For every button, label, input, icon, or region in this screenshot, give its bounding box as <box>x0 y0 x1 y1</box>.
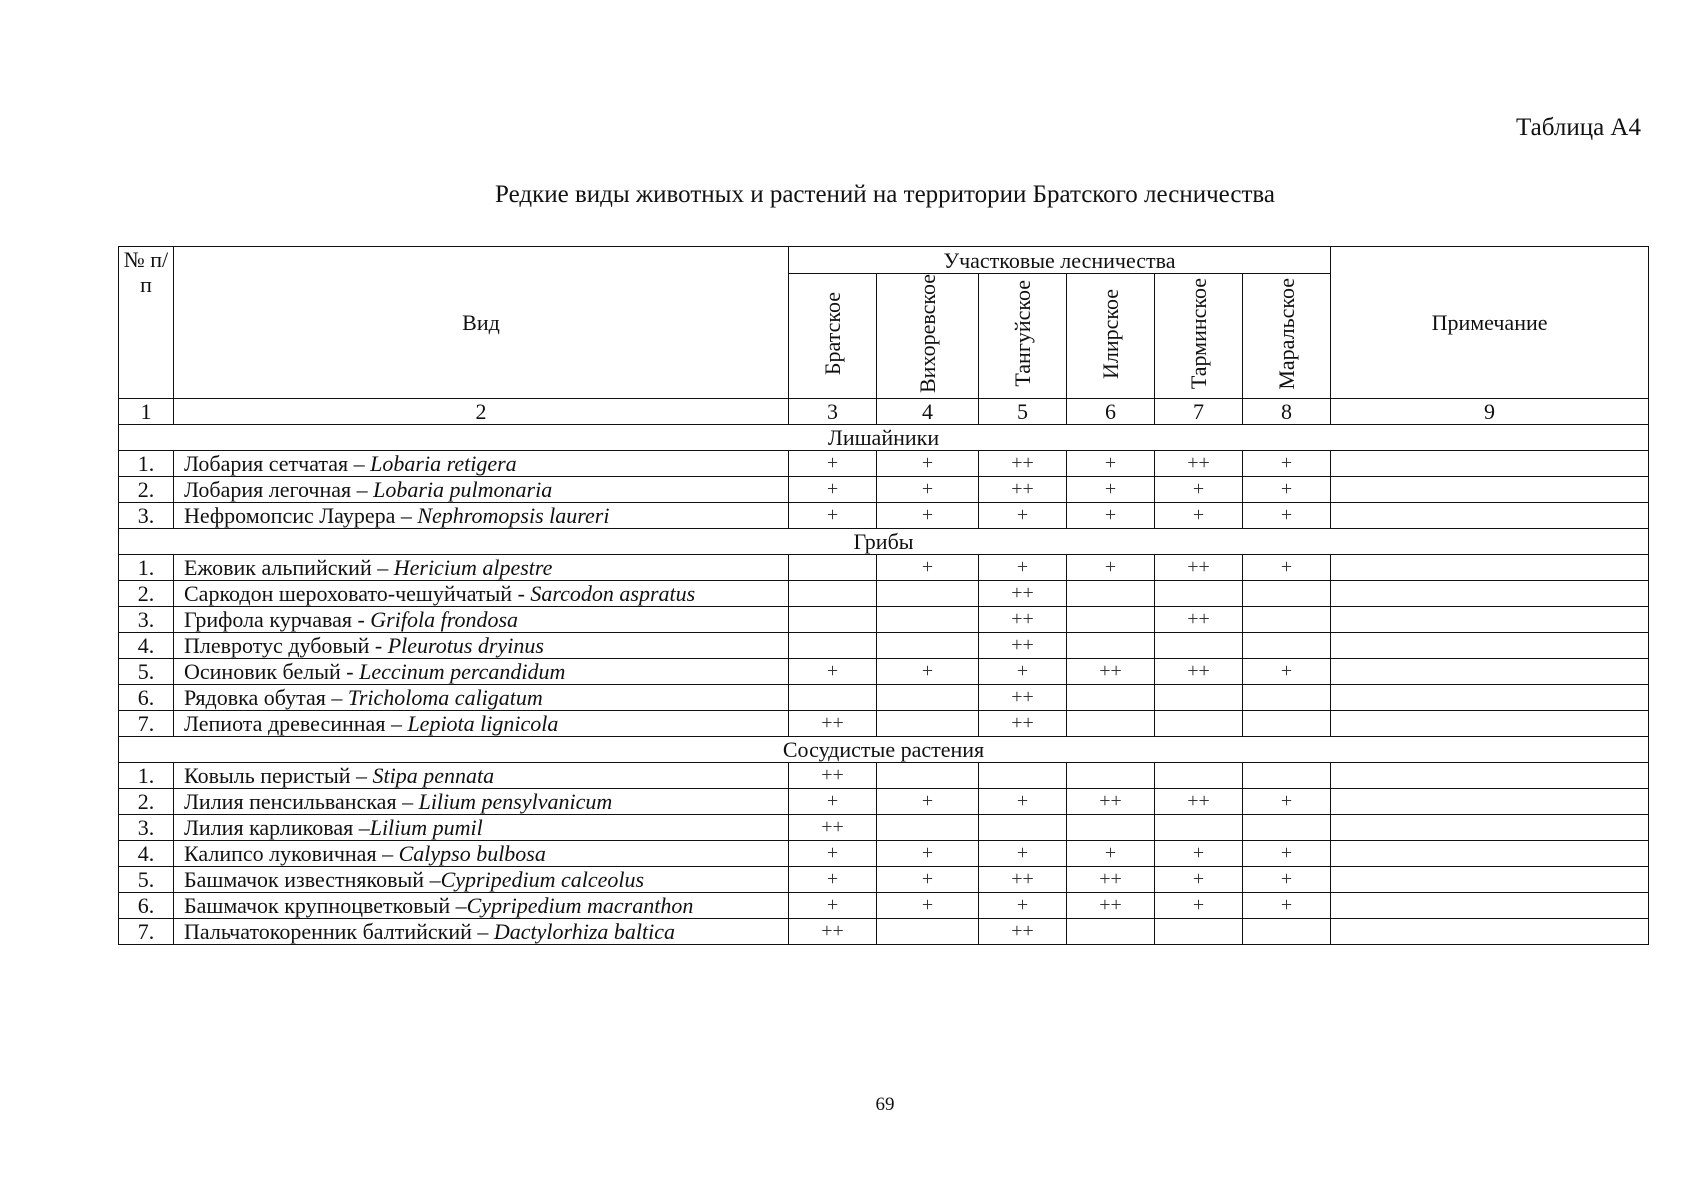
presence-mark: + <box>789 841 877 867</box>
presence-mark: + <box>1243 867 1331 893</box>
note-cell <box>1331 789 1649 815</box>
presence-mark: + <box>979 503 1067 529</box>
species-latin-name: Lilium pensylvanicum <box>418 789 613 815</box>
note-cell <box>1331 555 1649 581</box>
presence-mark: ++ <box>979 607 1067 633</box>
presence-mark <box>979 763 1067 789</box>
species-separator: – <box>353 815 370 841</box>
species-latin-name: Sarcodon aspratus <box>530 581 696 607</box>
presence-mark: ++ <box>789 763 877 789</box>
species-separator: – <box>450 893 467 919</box>
species-name <box>174 711 789 737</box>
table-row <box>119 841 1649 867</box>
row-number: 1. <box>119 451 174 477</box>
species-separator: – <box>350 763 373 789</box>
presence-mark: + <box>1155 841 1243 867</box>
presence-mark <box>1067 711 1155 737</box>
presence-mark: + <box>979 659 1067 685</box>
presence-mark <box>1155 815 1243 841</box>
row-number: 6. <box>119 685 174 711</box>
species-name <box>174 633 789 659</box>
presence-mark <box>789 555 877 581</box>
presence-mark: ++ <box>1155 607 1243 633</box>
species-name <box>174 893 789 919</box>
species-name <box>174 477 789 503</box>
row-number: 7. <box>119 711 174 737</box>
presence-mark: + <box>1243 555 1331 581</box>
header-district-maralskoe: Маральское <box>1243 274 1331 399</box>
table-row <box>119 607 1649 633</box>
species-separator: – <box>325 685 348 711</box>
note-cell <box>1331 633 1649 659</box>
presence-mark: + <box>789 893 877 919</box>
species-separator: – <box>396 789 419 815</box>
species-russian-name: Лепиота древесинная <box>184 711 386 737</box>
table-row <box>119 503 1649 529</box>
note-cell <box>1331 867 1649 893</box>
presence-mark: ++ <box>1155 789 1243 815</box>
presence-mark: + <box>1155 867 1243 893</box>
table-row <box>119 555 1649 581</box>
presence-mark: + <box>1067 477 1155 503</box>
presence-mark: ++ <box>979 867 1067 893</box>
note-cell <box>1331 711 1649 737</box>
species-russian-name: Ковыль перистый <box>184 763 351 789</box>
species-latin-name: Calypso bulbosa <box>398 841 546 867</box>
group-title: Сосудистые растения <box>119 737 1649 763</box>
species-name <box>174 607 789 633</box>
note-cell <box>1331 893 1649 919</box>
note-cell <box>1331 607 1649 633</box>
row-number: 2. <box>119 581 174 607</box>
table-row <box>119 711 1649 737</box>
species-name <box>174 789 789 815</box>
note-cell <box>1331 477 1649 503</box>
column-number-cell: 7 <box>1155 399 1243 425</box>
presence-mark: ++ <box>1155 659 1243 685</box>
species-russian-name: Ежовик альпийский <box>184 555 372 581</box>
species-name <box>174 919 789 945</box>
species-name <box>174 685 789 711</box>
column-number-cell: 3 <box>789 399 877 425</box>
presence-mark <box>877 711 979 737</box>
presence-mark: + <box>877 893 979 919</box>
presence-mark <box>1067 815 1155 841</box>
species-latin-name: Lobaria retigera <box>370 451 517 477</box>
species-separator: – <box>395 503 418 529</box>
presence-mark <box>877 581 979 607</box>
table-row <box>119 919 1649 945</box>
presence-mark: + <box>877 659 979 685</box>
species-name <box>174 503 789 529</box>
species-latin-name: Pleurotus dryinus <box>387 633 544 659</box>
presence-mark: + <box>1155 477 1243 503</box>
row-number: 3. <box>119 607 174 633</box>
row-number: 2. <box>119 789 174 815</box>
species-latin-name: Stipa pennata <box>372 763 495 789</box>
presence-mark: + <box>877 789 979 815</box>
species-name <box>174 815 789 841</box>
species-separator: - <box>340 659 360 685</box>
species-russian-name: Грифола курчавая <box>184 607 352 633</box>
presence-mark: ++ <box>1155 555 1243 581</box>
presence-mark <box>1243 711 1331 737</box>
presence-mark: + <box>1243 659 1331 685</box>
species-russian-name: Лилия карликовая <box>184 815 354 841</box>
presence-mark: + <box>979 789 1067 815</box>
presence-mark: ++ <box>979 477 1067 503</box>
presence-mark: + <box>877 841 979 867</box>
species-name <box>174 841 789 867</box>
group-title: Лишайники <box>119 425 1649 451</box>
presence-mark: ++ <box>979 633 1067 659</box>
presence-mark: + <box>789 503 877 529</box>
presence-mark <box>789 685 877 711</box>
species-latin-name: Cypripedium calceolus <box>440 867 645 893</box>
row-number: 1. <box>119 763 174 789</box>
presence-mark: + <box>1243 477 1331 503</box>
species-separator: – <box>351 477 374 503</box>
presence-mark <box>1243 581 1331 607</box>
presence-mark <box>1067 919 1155 945</box>
presence-mark: + <box>1155 893 1243 919</box>
header-num: № п/п <box>119 247 174 399</box>
presence-mark: ++ <box>789 711 877 737</box>
species-separator: – <box>348 451 371 477</box>
presence-mark: ++ <box>979 711 1067 737</box>
row-number: 4. <box>119 841 174 867</box>
presence-mark: + <box>789 659 877 685</box>
species-separator: – <box>376 841 399 867</box>
species-russian-name: Саркодон шероховато-чешуйчатый <box>184 581 513 607</box>
row-number: 3. <box>119 815 174 841</box>
presence-mark: + <box>789 867 877 893</box>
presence-mark <box>1243 607 1331 633</box>
species-name <box>174 659 789 685</box>
table-body <box>119 247 1649 945</box>
header-district-ilirskoe: Илирское <box>1067 274 1155 399</box>
presence-mark <box>789 581 877 607</box>
table-row <box>119 633 1649 659</box>
header-districts-group: Участковые лесничества <box>789 247 1331 274</box>
presence-mark: ++ <box>1067 789 1155 815</box>
presence-mark: ++ <box>1067 867 1155 893</box>
presence-mark: + <box>1243 451 1331 477</box>
presence-mark: ++ <box>979 451 1067 477</box>
table-row <box>119 789 1649 815</box>
table-row <box>119 685 1649 711</box>
table-row <box>119 659 1649 685</box>
group-title: Грибы <box>119 529 1649 555</box>
presence-mark <box>1243 919 1331 945</box>
species-latin-name: Leccinum percandidum <box>359 659 566 685</box>
species-russian-name: Осиновик белый <box>184 659 341 685</box>
presence-mark: + <box>1155 503 1243 529</box>
note-cell <box>1331 451 1649 477</box>
presence-mark: + <box>1067 841 1155 867</box>
species-separator: - <box>369 633 388 659</box>
species-separator: - <box>512 581 531 607</box>
species-name <box>174 555 789 581</box>
table-row <box>119 451 1649 477</box>
presence-mark: + <box>877 555 979 581</box>
presence-mark: + <box>877 867 979 893</box>
species-latin-name: Dactylorhiza baltica <box>493 919 675 945</box>
presence-mark: ++ <box>1155 451 1243 477</box>
presence-mark: + <box>1067 503 1155 529</box>
species-russian-name: Нефромопсис Лаурера <box>184 503 396 529</box>
species-russian-name: Башмачок известняковый <box>184 867 425 893</box>
note-cell <box>1331 659 1649 685</box>
presence-mark <box>1155 581 1243 607</box>
presence-mark <box>1067 633 1155 659</box>
presence-mark <box>1067 685 1155 711</box>
species-name <box>174 763 789 789</box>
species-separator: – <box>424 867 441 893</box>
presence-mark <box>1067 763 1155 789</box>
page-number: 69 <box>875 1094 895 1115</box>
presence-mark: ++ <box>789 815 877 841</box>
column-number-cell: 4 <box>877 399 979 425</box>
species-latin-name: Cypripedium macranthon <box>466 893 694 919</box>
presence-mark: + <box>789 451 877 477</box>
presence-mark <box>1243 685 1331 711</box>
row-number: 2. <box>119 477 174 503</box>
species-latin-name: Hericium alpestre <box>393 555 553 581</box>
presence-mark <box>1243 633 1331 659</box>
column-number-cell: 1 <box>119 399 174 425</box>
species-russian-name: Калипсо луковичная <box>184 841 377 867</box>
column-number-row <box>119 399 1649 425</box>
presence-mark: + <box>1243 789 1331 815</box>
presence-mark <box>1155 685 1243 711</box>
presence-mark: + <box>1067 555 1155 581</box>
presence-mark <box>789 607 877 633</box>
species-latin-name: Tricholoma caligatum <box>347 685 543 711</box>
presence-mark: ++ <box>979 685 1067 711</box>
presence-mark <box>877 919 979 945</box>
presence-mark <box>789 633 877 659</box>
species-name <box>174 451 789 477</box>
presence-mark <box>1155 711 1243 737</box>
note-cell <box>1331 503 1649 529</box>
table-row <box>119 763 1649 789</box>
species-russian-name: Лилия пенсильванская <box>184 789 397 815</box>
species-russian-name: Пальчатокоренник балтийский <box>184 919 472 945</box>
note-cell <box>1331 815 1649 841</box>
species-russian-name: Башмачок крупноцветковый <box>184 893 451 919</box>
species-russian-name: Рядовка обутая <box>184 685 326 711</box>
species-latin-name: Grifola frondosa <box>370 607 519 633</box>
presence-mark: + <box>979 555 1067 581</box>
column-number-cell: 8 <box>1243 399 1331 425</box>
presence-mark: + <box>1243 893 1331 919</box>
species-separator: – <box>385 711 408 737</box>
presence-mark <box>877 815 979 841</box>
note-cell <box>1331 685 1649 711</box>
presence-mark: + <box>877 503 979 529</box>
species-russian-name: Лобария сетчатая <box>184 451 349 477</box>
presence-mark: ++ <box>1067 893 1155 919</box>
species-russian-name: Плевротус дубовый <box>184 633 370 659</box>
presence-mark <box>877 633 979 659</box>
note-cell <box>1331 581 1649 607</box>
group-row <box>119 737 1649 763</box>
species-separator: – <box>471 919 494 945</box>
presence-mark <box>1067 607 1155 633</box>
column-number-cell: 5 <box>979 399 1067 425</box>
row-number: 3. <box>119 503 174 529</box>
page-title: Редкие виды животных и растений на территории Братского лесничества <box>495 181 1275 208</box>
presence-mark: + <box>1067 451 1155 477</box>
row-number: 1. <box>119 555 174 581</box>
rare-species-table <box>118 246 1649 945</box>
row-number: 5. <box>119 867 174 893</box>
row-number: 4. <box>119 633 174 659</box>
species-name <box>174 581 789 607</box>
presence-mark: ++ <box>1067 659 1155 685</box>
presence-mark: ++ <box>979 919 1067 945</box>
species-latin-name: Nephromopsis laureri <box>417 503 610 529</box>
header-district-vikhorevskoe: Вихоревское <box>877 274 979 399</box>
header-species: Вид <box>174 247 789 399</box>
group-row <box>119 529 1649 555</box>
table-label: Таблица А4 <box>1516 114 1641 141</box>
table-row <box>119 477 1649 503</box>
column-number-cell: 9 <box>1331 399 1649 425</box>
table-row <box>119 893 1649 919</box>
note-cell <box>1331 841 1649 867</box>
table-row <box>119 867 1649 893</box>
presence-mark: + <box>789 477 877 503</box>
presence-mark <box>1243 763 1331 789</box>
presence-mark: + <box>1243 503 1331 529</box>
species-separator: - <box>351 607 371 633</box>
presence-mark <box>1243 815 1331 841</box>
species-name <box>174 867 789 893</box>
presence-mark <box>1155 763 1243 789</box>
row-number: 6. <box>119 893 174 919</box>
note-cell <box>1331 763 1649 789</box>
presence-mark: + <box>979 841 1067 867</box>
species-russian-name: Лобария легочная <box>184 477 352 503</box>
column-number-cell: 2 <box>174 399 789 425</box>
presence-mark: + <box>877 451 979 477</box>
header-district-tarminskoe: Тарминское <box>1155 274 1243 399</box>
species-latin-name: Lilium pumil <box>369 815 483 841</box>
presence-mark: + <box>789 789 877 815</box>
row-number: 7. <box>119 919 174 945</box>
column-number-cell: 6 <box>1067 399 1155 425</box>
presence-mark: + <box>877 477 979 503</box>
species-latin-name: Lobaria pulmonaria <box>373 477 553 503</box>
table-row <box>119 581 1649 607</box>
species-separator: – <box>371 555 394 581</box>
presence-mark: ++ <box>979 581 1067 607</box>
presence-mark <box>877 685 979 711</box>
presence-mark: + <box>979 893 1067 919</box>
header-district-bratskoe: Братское <box>789 274 877 399</box>
header-district-tanguyskoe: Тангуйское <box>979 274 1067 399</box>
group-row <box>119 425 1649 451</box>
species-latin-name: Lepiota lignicola <box>407 711 559 737</box>
presence-mark: + <box>1243 841 1331 867</box>
presence-mark: ++ <box>789 919 877 945</box>
presence-mark <box>1155 633 1243 659</box>
header-row <box>119 247 1649 274</box>
presence-mark <box>1067 581 1155 607</box>
presence-mark <box>979 815 1067 841</box>
note-cell <box>1331 919 1649 945</box>
presence-mark <box>877 763 979 789</box>
table-row <box>119 815 1649 841</box>
header-note: Примечание <box>1331 247 1649 399</box>
presence-mark <box>1155 919 1243 945</box>
presence-mark <box>877 607 979 633</box>
row-number: 5. <box>119 659 174 685</box>
